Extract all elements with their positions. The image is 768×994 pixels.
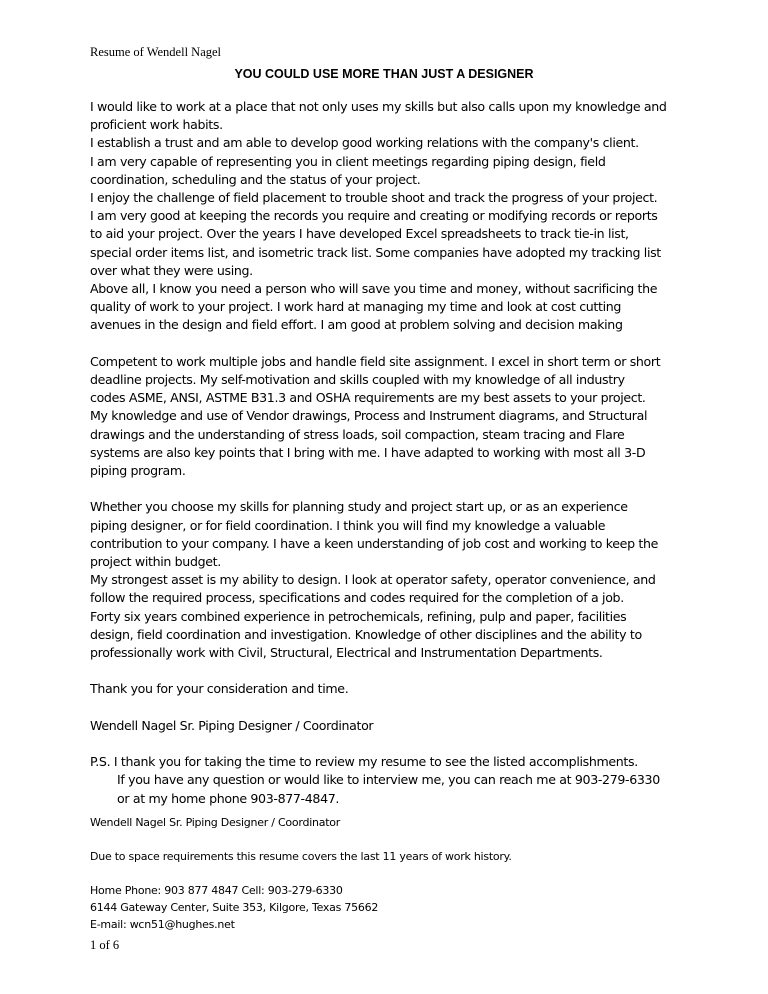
text-line: I would like to work at a place that not only uses my skills but also calls upon my knowledge and: [90, 99, 667, 114]
contact-address: 6144 Gateway Center, Suite 353, Kilgore, Texas 75662: [90, 901, 379, 914]
text-line: to aid your project. Over the years I have developed Excel spreadsheets to track tie-in list,: [90, 226, 629, 242]
text-line: quality of work to your project. I work hard at managing my time and look at cost cutting: [90, 299, 622, 315]
page-number: 1 of 6: [90, 938, 120, 952]
ps-line: P.S. I thank you for taking the time to review my resume to see the listed accomplishments.: [90, 754, 638, 770]
signature-line: Wendell Nagel Sr. Piping Designer / Coordinator: [90, 717, 374, 733]
postscript: [90, 753, 690, 808]
text-line: Competent to work multiple jobs and handle field site assignment. I excel in short term or short: [90, 353, 661, 369]
page-title: YOU COULD USE MORE THAN JUST A DESIGNER: [234, 67, 534, 81]
text-line: piping designer, or for field coordination. I think you will find my knowledge a valuable: [90, 517, 606, 533]
paragraph-1: [90, 98, 690, 335]
text-line: design, field coordination and investigation. Knowledge of other disciplines and the ability to: [90, 626, 642, 642]
paragraph-3: [90, 498, 690, 662]
contact-phones: Home Phone: 903 877 4847 Cell: 903-279-6330: [90, 884, 343, 897]
text-line: deadline projects. My self-motivation and skills coupled with my knowledge of all industry: [90, 372, 625, 388]
text-line: professionally work with Civil, Structural, Electrical and Instrumentation Departments.: [90, 645, 603, 661]
text-line: special order items list, and isometric track list. Some companies have adopted my tracking list: [90, 244, 661, 260]
text-line: over what they were using.: [90, 262, 253, 278]
text-line: follow the required process, specifications and codes required for the completion of a job.: [90, 590, 624, 606]
thanks-line: Thank you for your consideration and time.: [90, 681, 349, 697]
text-line: My strongest asset is my ability to design. I look at operator safety, operator convenience, and: [90, 572, 656, 588]
ps-line: or at my home phone 903-877-4847.: [117, 790, 340, 806]
text-line: project within budget.: [90, 554, 221, 570]
text-line: I am very capable of representing you in client meetings regarding piping design, field: [90, 153, 606, 169]
text-line: I am very good at keeping the records you require and creating or modifying records or reports: [90, 208, 658, 224]
text-line: Above all, I know you need a person who will save you time and money, without sacrificing the: [90, 281, 658, 297]
text-line: Forty six years combined experience in petrochemicals, refining, pulp and paper, facilities: [90, 608, 627, 624]
text-line: avenues in the design and field effort. I am good at problem solving and decision making: [90, 317, 623, 333]
letter-body: [90, 98, 690, 808]
signature-small: Wendell Nagel Sr. Piping Designer / Coordinator: [90, 816, 341, 829]
text-line: coordination, scheduling and the status of your project.: [90, 171, 421, 187]
text-line: codes ASME, ANSI, ASTME B31.3 and OSHA requirements are my best assets to your project.: [90, 390, 646, 406]
paragraph-2: [90, 353, 690, 480]
space-note: Due to space requirements this resume covers the last 11 years of work history.: [90, 850, 512, 863]
text-line: drawings and the understanding of stress loads, soil compaction, steam tracing and Flare: [90, 426, 625, 442]
text-line: proficient work habits.: [90, 117, 223, 133]
running-header: Resume of Wendell Nagel: [90, 45, 222, 59]
text-line: systems are also key points that I bring with me. I have adapted to working with most all 3-D: [90, 444, 646, 460]
text-line: I establish a trust and am able to develop good working relations with the company's client.: [90, 135, 639, 151]
text-line: My knowledge and use of Vendor drawings, Process and Instrument diagrams, and Structural: [90, 408, 648, 424]
ps-line: If you have any question or would like to interview me, you can reach me at 903-279-6330: [117, 772, 660, 788]
text-line: Whether you choose my skills for planning study and project start up, or as an experience: [90, 499, 628, 515]
text-line: contribution to your company. I have a keen understanding of job cost and working to keep the: [90, 535, 658, 551]
contact-email: E-mail: wcn51@hughes.net: [90, 918, 235, 931]
text-line: piping program.: [90, 463, 186, 479]
text-line: I enjoy the challenge of field placement to trouble shoot and track the progress of your project.: [90, 190, 658, 206]
